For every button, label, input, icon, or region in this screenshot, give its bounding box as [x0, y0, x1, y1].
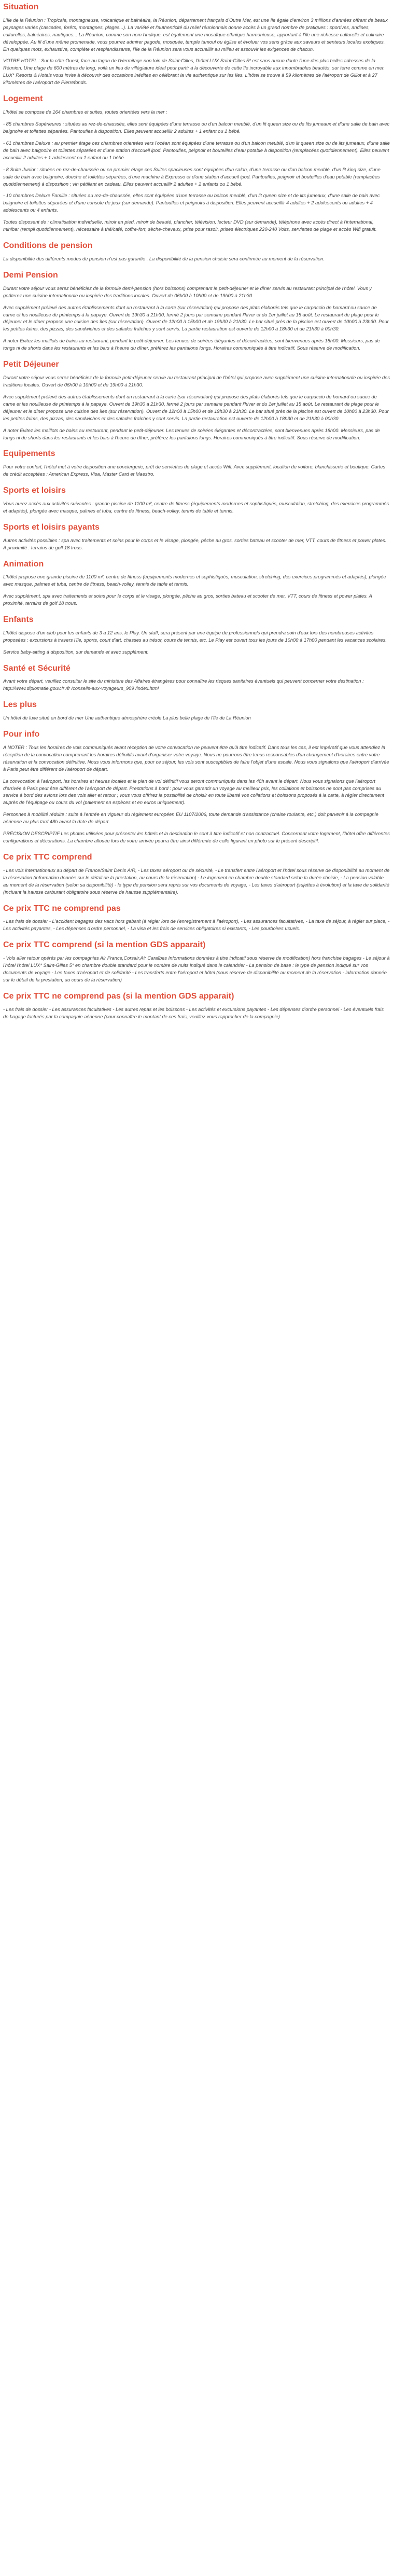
section-paragraph: - 85 chambres Supérieures : situées au rez-de-chaussée, elles sont équipées d'une terrasse ou d'un balcon meublé, d'un lit queen size ou de lits jumeaux et d'une salle de bain avec baignoire et toilettes séparées. Pantoufles à disposition. Elles peuvent accueillir 2 adultes + 1 enfant ou 1 bébé. — [3, 121, 390, 134]
section-ttc-ne-comprend-pas — [3, 904, 390, 933]
section-enfants — [3, 615, 390, 656]
section-paragraph: Personnes à mobilité réduite : suite à l'entrée en vigueur du règlement européen EU 1107/2006, toute demande d'assistance (chaise roulante, etc.) doit parvenir à la compagnie aérienne au plus tard 48h avant la date de départ. — [3, 812, 378, 825]
section-paragraph: Avant votre départ, veuillez consulter le site du ministère des Affaires étrangères pour connaître les risques sanitaires éventuels qui peuvent concerner votre destination : http://www.diplomatie.gouv.fr /fr /conseils-aux-voyageurs_909 /index.html — [3, 678, 364, 691]
section-paragraph: - Les frais de dossier - Les assurances facultatives - Les autres repas et les boissons - Les activités et excursions payantes - Les dépenses d'ordre personnel - Les éventuels frais de bagage facturés par la compagnie aérienne (pour connaître le montant de ces frais, veuillez vous rapprocher de la compagnie) — [3, 1006, 384, 1019]
section-situation — [3, 2, 390, 87]
section-title-logement: Logement — [3, 94, 43, 104]
section-title-ttc-ne-comprend-pas-gds: Ce prix TTC ne comprend pas (si la mention GDS apparait) — [3, 991, 234, 1001]
section-title-situation: Situation — [3, 3, 39, 11]
section-paragraph: L'île de la Réunion : Tropicale, montagneuse, volcanique et balnéaire, la Réunion, département français d'Outre Mer, est une île égale d'environ 3 millions d'années offrant de beaux paysages variés (cascades, forêts, montagnes, plages...). La variété et l'authenticité du relief réunionnais donne accès à un grand nombre de pratiques : sportives, andines, culturelles, balnéaires, nautiques... La Réunion, comme son nom l'indique, est également une mosaïque ethnique harmonieuse, apportant à l'île une richesse culturelle et culinaire développée. Au fil d'une même promenade, vous pourrez admirer pagode, mosquée, temple tamoul ou église et évoluer vos sens grâce aux saveurs et senteurs locales exotiques. En quelques mots, exhaustive, complète et resplendissante, l'île de la Réunion sera vous accueillir au milieu et assouvir les exigences de chacun. — [3, 17, 388, 52]
section-paragraph: Service baby-sitting à disposition, sur demande et avec supplément. — [3, 649, 149, 655]
section-paragraph: PRÉCISION DESCRIPTIF Les photos utilisées pour présenter les hôtels et la destination le sont à titre indicatif et non contractuel. Concernant votre logement, l'hôtel offre différentes configurations et décorations. La chambre allouée lors de votre arrivée pourra être ainsi différente de celle figurant en photo sur le présent descriptif. — [3, 831, 390, 844]
section-paragraph: - 61 chambres Deluxe : au premier étage ces chambres orientées vers l'océan sont équipées d'une terrasse ou d'un balcon meublé, d'un lit queen size ou de lits jumeaux, d'une salle de bain avec baignoire et toilettes séparées et d'une station d'accueil ipod. Pantoufles, peignoir et bouteilles d'eau potable à disposition (remplacées quotidiennement). Elles peuvent accueillir 2 adultes + 1 adolescent ou 1 enfant ou 1 bébé. — [3, 140, 390, 160]
section-les-plus — [3, 700, 390, 722]
section-paragraph: Avec supplément, spa avec traitements et soins pour le corps et le visage, plongée, pêche au gros, sorties bateau et scooter de mer, VTT, cours de fitness et power plates. A proximité, terrains de golf 18 trous. — [3, 593, 372, 606]
section-ttc-comprend — [3, 852, 390, 896]
section-paragraph: Avec supplément prélevé des autres établissements dont un restaurant à la carte (sur réservation) qui propose des plats élaborés tels que le carpaccio de homard ou sauce de carne et les nouilleuse de printemps à la papaye. Ouvert de 19h30 à 21h30, fermé 2 jours par semaine pendant l'hiver et du 1er juillet au 15 août. Le restaurant de plage pour le déjeuner et le dîner propose une cuisine des îles (sur réservation). Ouvert de 12h00 à 15h00 et de 19h30 à 21h30. Le bar situé près de la piscine est ouvert de 10h00 à 23h30. Pour les petites faims, des pizzas, des sandwiches et des salades fraîches y sont servis. La partie restauration est ouverte de 12h00 à 18h30 et de 21h30 à 00h30. — [3, 304, 389, 332]
section-title-ttc-comprend: Ce prix TTC comprend — [3, 853, 92, 862]
section-title-ttc-ne-comprend-pas: Ce prix TTC ne comprend pas — [3, 904, 121, 913]
section-paragraph: - Les frais de dossier - L'accident bagages des vacs hors gabarit (à régler lors de l'enregistrement à l'aéroport), - Les assurances facultatives, - La taxe de séjour, à régler sur place, - Les activités payantes, - Les dépenses d'ordre personnel, - La visa et les frais de services obligatoires si existants, - Les pourboires usuels. — [3, 919, 390, 932]
section-title-demi-pension: Demi Pension — [3, 270, 58, 280]
section-paragraph: Toutes disposent de : climatisation individuelle, miroir en pied, miroir de beauté, plancher, télévision, lecteur DVD (sur demande), téléphone avec accès direct à l'international, minibar (rempli quotidiennement), nécessaire à thé/café, coffre-fort, sèche-cheveux, prise pour rasoir, prises électriques 220-240 Volts, serviettes de plage et accès Wifi gratuit. — [3, 219, 377, 232]
section-ttc-comprend-gds — [3, 940, 390, 984]
section-title-les-plus: Les plus — [3, 700, 37, 710]
section-paragraph: Pour votre confort, l'hôtel met à votre disposition une conciergerie, prêt de serviettes de plage et accès Wifi. Avec supplément, location de voiture, blanchisserie et boutique. Cartes de crédit acceptées : American Express, Visa, Master Card et Maestro. — [3, 464, 386, 477]
section-title-enfants: Enfants — [3, 615, 34, 625]
section-sante-securite — [3, 663, 390, 693]
section-paragraph: VOTRE HOTEL : Sur la côte Ouest, face au lagon de l'Hermitage non loin de Saint-Gilles, l'hôtel LUX Saint-Gilles 5* est sans aucun doute l'une des plus belles adresses de la Réunion. Une plage de 600 mètres de long, voilà un lieu de villégiature idéal pour partir à la découverte de cette île incroyable aux innombrables beautés, sur terre comme en mer. LUX* Resorts & Hotels vous invite à découvrir des occasions inédites en célébrant la vie authentique sur les îles. L'hôtel se trouve à 59 kilomètres de l'aéroport de Gillot et à 27 kilomètres de l'aéroport de Pierrefonds. — [3, 58, 385, 86]
section-title-sante-securite: Santé et Sécurité — [3, 663, 71, 673]
section-title-petit-dejeuner: Petit Déjeuner — [3, 360, 59, 369]
section-paragraph: Durant votre séjour vous serez bénéficiez de la formule demi-pension (hors boissons) comprenant le petit-déjeuner et le dîner servis au restaurant principal de l'hôtel. Vous y goûterez une cuisine internationale ou inspirée des traditions locales. Ouvert de 06h00 à 10h00 et de 19h00 à 21h30. — [3, 285, 372, 298]
section-title-sports-loisirs-payants: Sports et loisirs payants — [3, 522, 100, 532]
sections-container — [3, 2, 390, 1021]
section-title-equipements: Equipements — [3, 449, 55, 459]
section-pour-info — [3, 729, 390, 845]
section-petit-dejeuner — [3, 359, 390, 441]
section-paragraph: L'hôtel dispose d'un club pour les enfants de 3 à 12 ans, le Play. Un staff, sera présent par une équipe de professionnels qui prendra soin d'eux lors des nombreuses activités proposées : excursions à travers l'île, sports, court d'art, chasses au trésor, cours de tennis, etc. Le Play est ouvert tous les jours de 10h00 à 17h00 pendant les vacances scolaires. — [3, 630, 387, 643]
section-paragraph: L'hôtel se compose de 164 chambres et suites, toutes orientées vers la mer : — [3, 109, 167, 115]
section-paragraph: Avec supplément prélevé des autres établissements dont un restaurant à la carte (sur réservation) qui propose des plats élaborés tels que le carpaccio de homard ou sauce de carne et les nouilleuse de printemps à la papaye. Ouvert de 19h30 à 21h30, fermé 2 jours par semaine pendant l'hiver et du 1er juillet au 15 août. Le restaurant de plage pour le déjeuner et le dîner propose une cuisine des îles (sur réservation). Ouvert de 12h00 à 15h00 et de 19h30 à 21h30. Le bar situé près de la piscine est ouvert de 10h00 à 23h30. Pour les petites faims, des pizzas, des sandwiches et des salades fraîches y sont servis. La partie restauration est ouverte de 12h00 à 18h30 et de 21h30 à 00h30. — [3, 394, 389, 421]
section-paragraph: A NOTER : Tous les horaires de vols communiqués avant réception de votre convocation ne peuvent être qu'à titre indicatif. Dans tous les cas, il est impératif que vous attendiez la réception de la convocation comprenant les horaires définitifs avant d'organiser votre voyage. Nous ne pourrons être tenus responsables d'un changement d'horaires entre votre réservation et la convocation définitive. Nous vous informons que, pour ce séjour, les vols sont susceptibles de faire l'objet d'une escale. Nous vous signalons que l'aéroport d'arrivée à Paris peut être différent de l'aéroport de départ. — [3, 744, 389, 772]
section-title-conditions: Conditions de pension — [3, 241, 93, 251]
section-demi-pension — [3, 270, 390, 352]
section-paragraph: A noter Evitez les maillots de bains au restaurant, pendant le petit-déjeuner. Les tenues de soirées élégantes et décontractées, sont bienvenues après 18h00. Messieurs, pas de tongs ni de shorts dans les restaurants et les bars à l'heure du dîner, préférez les pantalons longs. Horaires communiqués à titre indicatif. Sous réserve de modification. — [3, 427, 380, 440]
section-title-sports-loisirs: Sports et loisirs — [3, 486, 66, 495]
section-animation — [3, 559, 390, 608]
section-conditions — [3, 241, 390, 263]
section-paragraph: Autres activités possibles : spa avec traitements et soins pour le corps et le visage, plongée, pêche au gros, sorties bateau et scooter de mer, VTT, cours de fitness et power plates. A proximité : terrains de golf 18 trous. — [3, 537, 387, 550]
section-logement — [3, 94, 390, 233]
section-sports-loisirs — [3, 486, 390, 515]
section-paragraph: L'hôtel propose une grande piscine de 1100 m², centre de fitness (équipements modernes et sophistiqués, musculation, stretching, des exercices programmés et adaptés), plongée avec masque, palmes et tuba, centre de fitness, beach-volley, tennis de table et tennis. — [3, 574, 386, 587]
section-paragraph: - Les vols internationaux au départ de France/Saint Denis A/R, - Les taxes aéroport ou de sécurité, - Le transfert entre l'aéroport et l'hôtel sous réserve de disponibilité au moment de la réservation (information donnée sur le détail de la prestation, au cours de la réservation) - Le logement en chambre double standard selon la durée choisie, - La pension valable au moment de la réservation (selon sa disponibilité) - le type de pension sera repris sur vos documents de voyage, - Les taxes d'aéroport (sujettes à évolution) et la taxe de solidarité (incluant la hausse carburant obligatoire sous réserve de hausse supplémentaire). — [3, 867, 390, 895]
section-title-animation: Animation — [3, 559, 44, 569]
section-paragraph: La convocation à l'aéroport, les horaires et heures locales et le plan de vol définitif vous seront communiqués dans les 48h avant le départ. Nous vous signalons que l'aéroport d'arrivée à Paris peut être différent de l'aéroport de départ. Prestations à bord : pour vous garantir un voyage au meilleur prix, les collations et boissons ne sont pas comprises au service à bord des avions lors des vols aller et retour ; vous vous offrirez la possibilité de choisir en toute liberté vos collations et boissons proposés à la carte, à régler directement auprès de l'équipage ou cours du vol (paiement en espèces et en euros uniquement). — [3, 778, 384, 806]
section-title-pour-info: Pour info — [3, 730, 40, 739]
section-sports-loisirs-payants — [3, 522, 390, 552]
section-paragraph: - 10 chambres Deluxe Famille : situées au rez-de-chaussée, elles sont équipées d'une terrasse ou balcon meublé, d'un lit queen size et de lits jumeaux, d'une salle de bain avec baignoire et toilettes séparées et d'une console de jeux (sur demande). Pantoufles et peignoirs à disposition. Elles peuvent accueillir 4 adultes + 2 adolescents ou adultes + 4 adolescents ou 4 enfants. — [3, 193, 380, 213]
section-title-ttc-comprend-gds: Ce prix TTC comprend (si la mention GDS apparait) — [3, 940, 206, 950]
section-ttc-ne-comprend-pas-gds — [3, 991, 390, 1021]
section-paragraph: - 8 Suite Junior : situées en rez-de-chaussée ou en premier étage ces Suites spacieuses sont équipées d'un salon, d'une terrasse ou d'un balcon meublé, d'un lit king size, d'une salle de bain avec baignoire, douche et toilettes séparées, d'une machine à Expresso et d'une station d'accueil ipod. Pantoufles, peignoir et bouteilles d'eau potable (remplacées quotidiennement) à disposition ; vin pétillant en cadeau. Elles peuvent accueillir 2 adultes + 2 enfants ou 1 bébé. — [3, 167, 381, 187]
section-paragraph: A noter Evitez les maillots de bains au restaurant, pendant le petit-déjeuner. Les tenues de soirées élégantes et décontractées, sont bienvenues après 18h00. Messieurs, pas de tongs ni de shorts dans les restaurants et les bars à l'heure du dîner, préférez les pantalons longs. Horaires communiqués à titre indicatif. Sous réserve de modification. — [3, 338, 380, 351]
section-paragraph: Durant votre séjour vous serez bénéficiez de la formule petit-déjeuner servie au restaurant principal de l'hôtel qui propose avec supplément une cuisine internationale ou inspirée des traditions locales. Ouvert de 06h00 à 10h00 et de 19h00 à 21h30. — [3, 375, 390, 387]
section-equipements — [3, 449, 390, 478]
section-paragraph: Un hôtel de luxe situé en bord de mer Une authentique atmosphère créole La plus belle plage de l'île de La Réunion — [3, 715, 251, 721]
section-paragraph: La disponibilité des différents modes de pension n'est pas garantie . La disponibilité de la pension choisie sera confirmée au moment de la réservation. — [3, 256, 325, 261]
section-paragraph: - Vols aller retour opérés par les compagnies Air France,Corsair,Air Caraïbes Informations données à titre indicatif sous réserve de modification) hors franchise bagages - Le séjour à l'hôtel l'hôtel LUX* Saint-Gilles 5* en chambre double standard pour le nombre de nuits indiqué dans le calendrier - La pension de base : le type de pension indiqué sur vos documents de voyage - Les taxes d'aéroport et de solidarité - Les transferts entre l'aéroport et hôtel (sous réserve de disponibilité au moment de la réservation - information donnée sur le détail de la prestation, au cours de la réservation) — [3, 955, 390, 982]
section-paragraph: Vous aurez accès aux activités suivantes : grande piscine de 1100 m², centre de fitness (équipements modernes et sophistiqués, musculation, stretching, des exercices programmés et adaptés), plongée avec masque, palmes et tuba, centre de fitness, beach-volley, tennis de table et tennis. — [3, 501, 389, 514]
